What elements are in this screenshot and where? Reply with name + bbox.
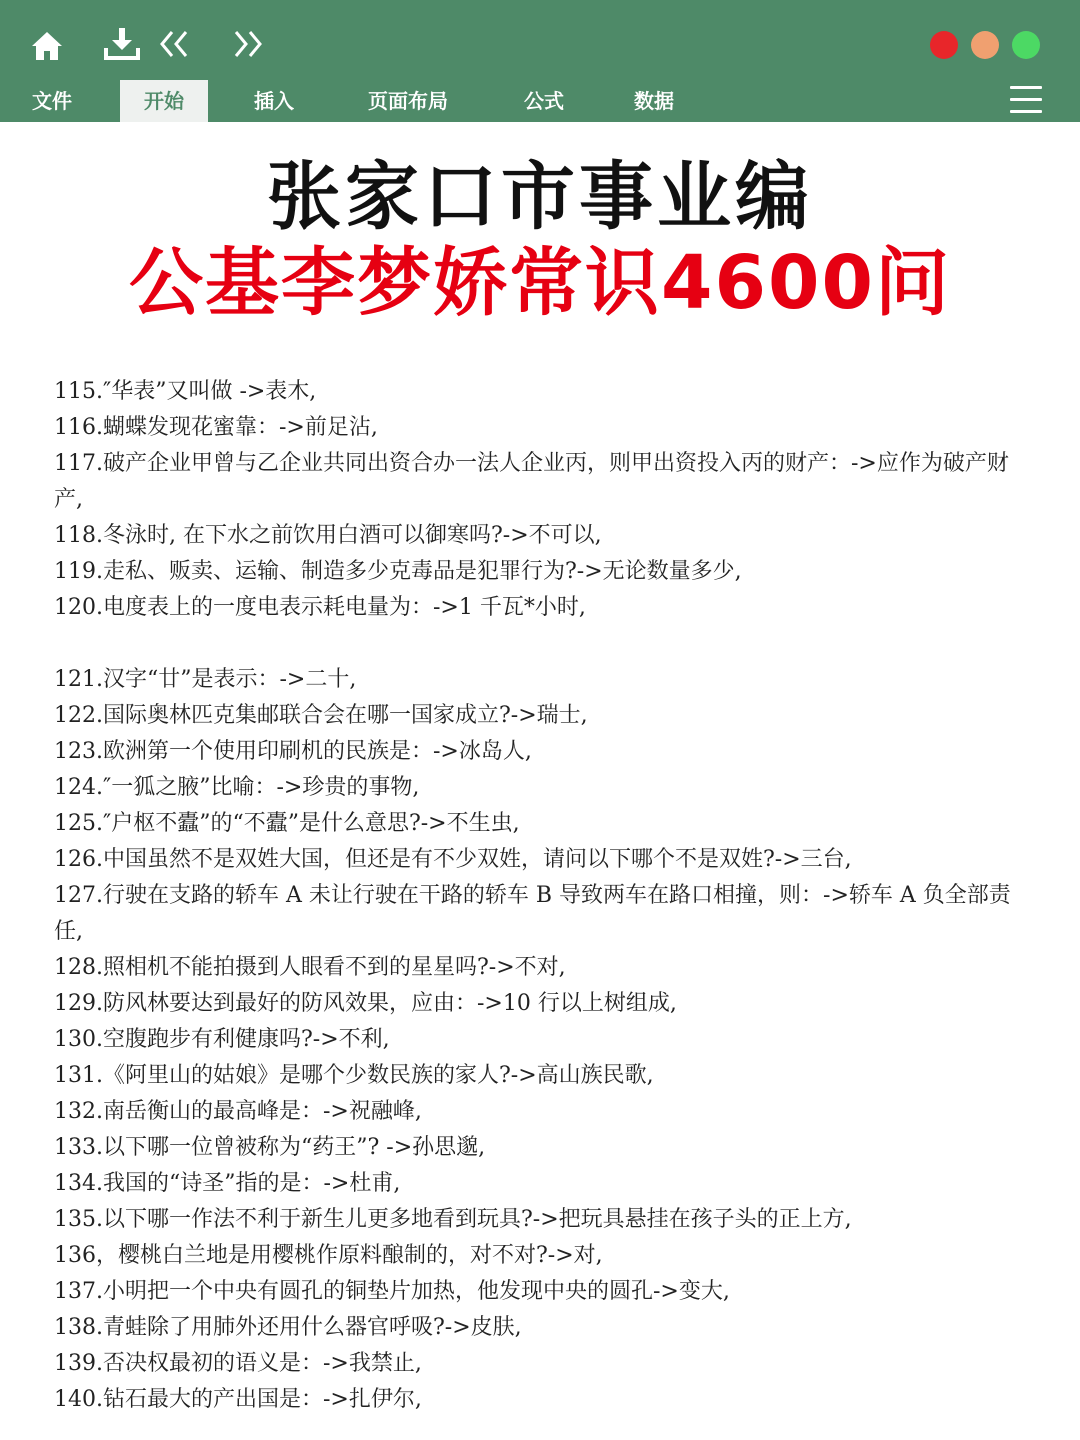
list-item: 121.汉字“廿”是表示：->二十, (54, 667, 357, 692)
list-item: 137.小明把一个中央有圆孔的铜垫片加热，他发现中央的圆孔->变大, (54, 1279, 730, 1304)
list-item: 119.走私、贩卖、运输、制造多少克毒品是犯罪行为?->无论数量多少, (54, 559, 742, 584)
list-item: 133.以下哪一位曾被称为“药王”? ->孙思邈, (54, 1135, 486, 1160)
list-item: 116.蝴蝶发现花蜜靠：->前足沾, (54, 415, 378, 440)
list-item: 138.青蛙除了用肺外还用什么器官呼吸?->皮肤, (54, 1315, 522, 1340)
tab-start[interactable]: 开始 (120, 80, 208, 122)
list-item: 118.冬泳时, 在下水之前饮用白酒可以御寒吗?->不可以, (54, 523, 602, 548)
home-icon[interactable] (30, 30, 64, 62)
list-item: 120.电度表上的一度电表示耗电量为：->1 千瓦*小时, (54, 595, 586, 620)
list-item: 132.南岳衡山的最高峰是：->祝融峰, (54, 1099, 422, 1124)
list-item: 134.我国的“诗圣”指的是：->杜甫, (54, 1171, 401, 1196)
toolbar (0, 0, 1080, 122)
download-icon[interactable] (104, 26, 140, 60)
list-item: 129.防风林要达到最好的防风效果，应由：->10 行以上树组成, (54, 991, 677, 1016)
list-item: 128.照相机不能拍摄到人眼看不到的星星吗?->不对, (54, 955, 566, 980)
list-item: 131.《阿里山的姑娘》是哪个少数民族的家人?->高山族民歌, (54, 1063, 654, 1088)
window-maximize-dot[interactable] (1012, 31, 1040, 59)
list-item: 124.″一狐之腋”比喻：->珍贵的事物, (54, 775, 420, 800)
list-item: 136，樱桃白兰地是用樱桃作原料酿制的，对不对?->对, (54, 1243, 603, 1268)
page-title: 张家口市事业编 (267, 154, 813, 240)
qa-list (54, 374, 1024, 1418)
list-item: 127.行驶在支路的轿车 A 未让行驶在干路的轿车 B 导致两车在路口相撞，则：->轿车 A 负全部责任, (54, 883, 1011, 944)
menu-icon[interactable] (1010, 86, 1042, 114)
list-item: 135.以下哪一作法不利于新生儿更多地看到玩具?->把玩具悬挂在孩子头的正上方, (54, 1207, 852, 1232)
list-item: 125.″户枢不蠹”的“不蠹”是什么意思?->不生虫, (54, 811, 520, 836)
tab-data[interactable]: 数据 (634, 89, 674, 113)
list-item: 115.″华表”又叫做 ->表木, (54, 379, 317, 404)
page-subtitle: 公基李梦娇常识4600问 (129, 240, 951, 326)
tab-file[interactable]: 文件 (32, 89, 72, 113)
list-item: 117.破产企业甲曾与乙企业共同出资合办一法人企业丙，则甲出资投入丙的财产：->应作为破产财产, (54, 451, 1009, 512)
list-item: 122.国际奥林匹克集邮联合会在哪一国家成立?->瑞士, (54, 703, 588, 728)
list-item: 123.欧洲第一个使用印刷机的民族是：->冰岛人, (54, 739, 532, 764)
forward-icon[interactable] (230, 28, 266, 60)
tab-formula[interactable]: 公式 (524, 89, 564, 113)
section-gap (54, 626, 1024, 662)
list-item: 139.否决权最初的语义是：->我禁止, (54, 1351, 422, 1376)
tab-insert[interactable]: 插入 (254, 89, 294, 113)
back-icon[interactable] (156, 28, 192, 60)
list-item: 126.中国虽然不是双姓大国，但还是有不少双姓，请问以下哪个不是双姓?->三台, (54, 847, 852, 872)
window-close-dot[interactable] (930, 31, 958, 59)
tab-page-layout[interactable]: 页面布局 (368, 89, 448, 113)
list-item: 140.钻石最大的产出国是：->扎伊尔, (54, 1387, 422, 1412)
window-minimize-dot[interactable] (971, 31, 999, 59)
list-item: 130.空腹跑步有利健康吗?->不利, (54, 1027, 390, 1052)
